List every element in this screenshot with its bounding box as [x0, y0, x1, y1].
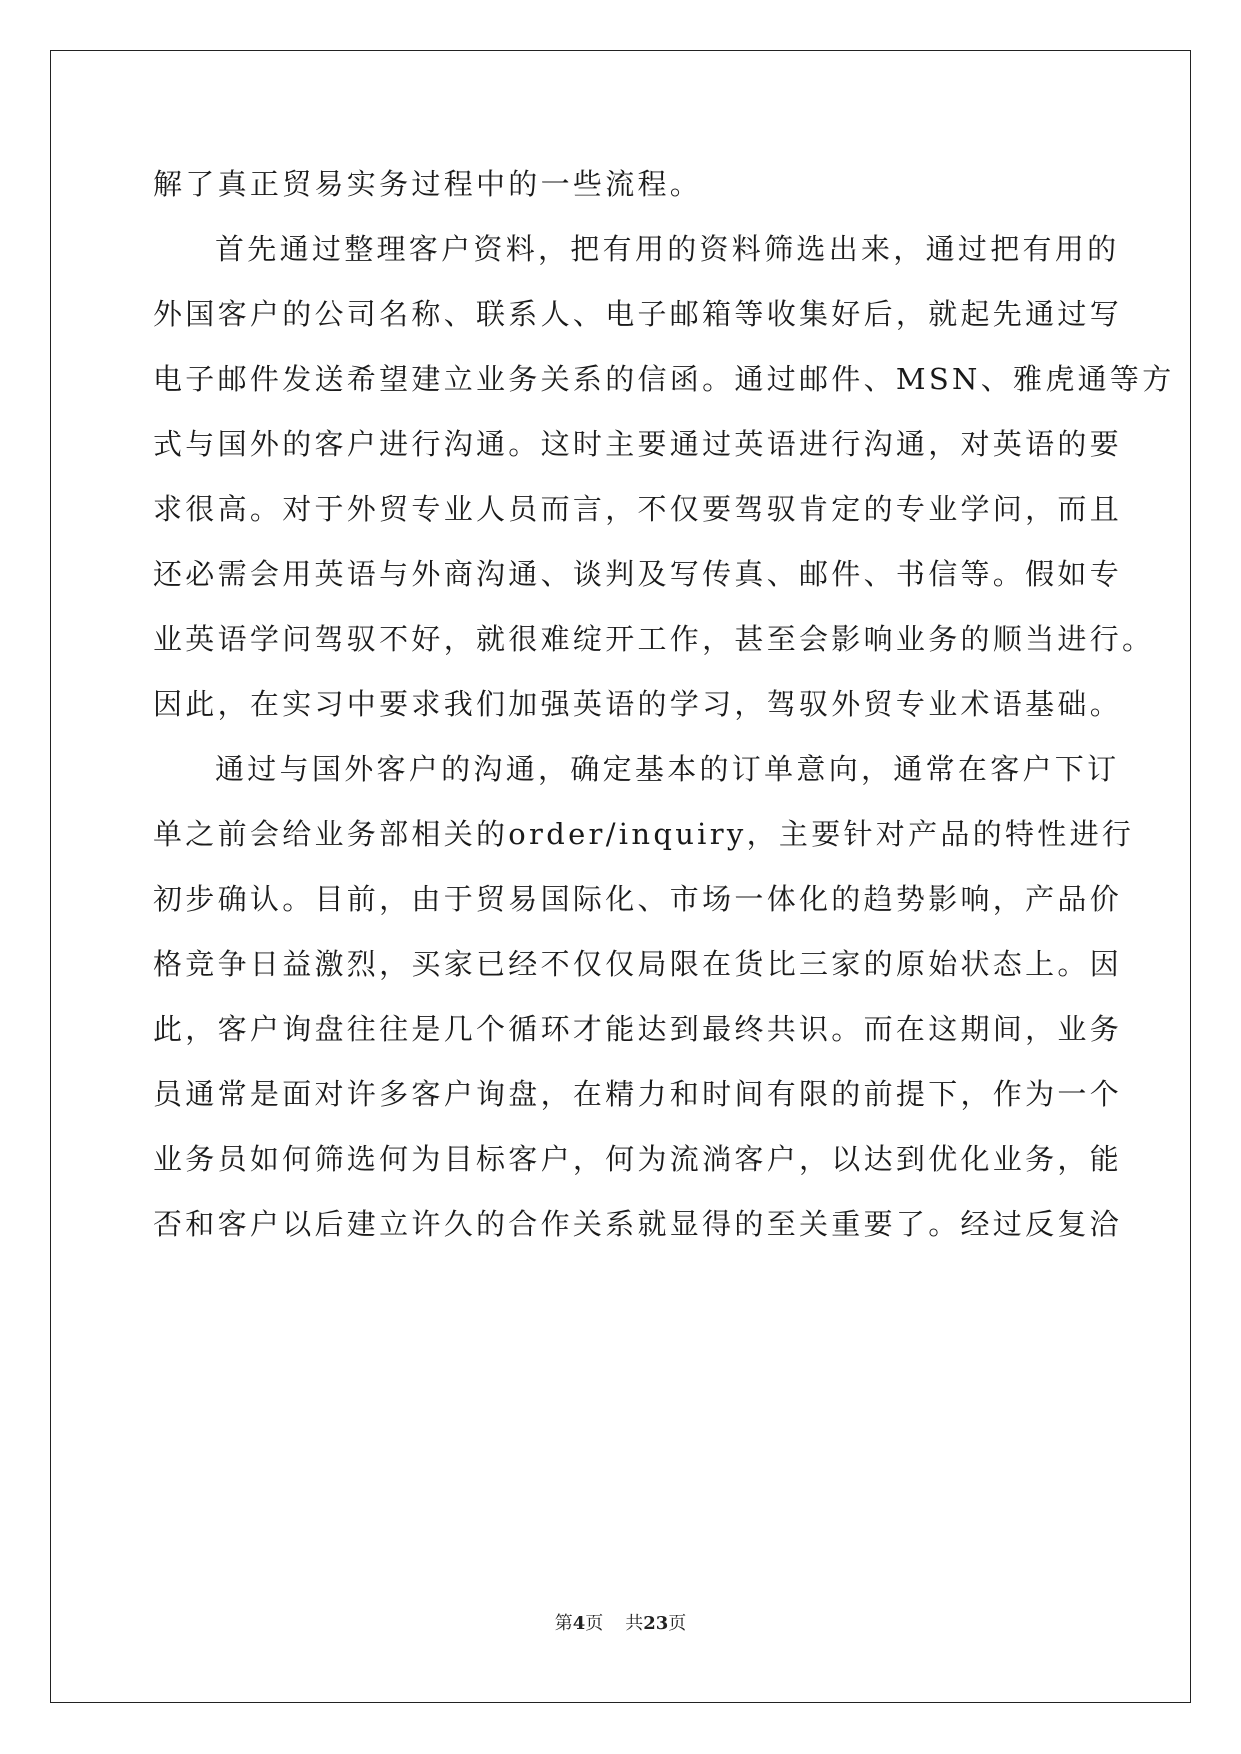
- text-line: 单之前会给业务部相关的order/inquiry，主要针对产品的特性进行: [153, 817, 1135, 851]
- text-line: 电子邮件发送希望建立业务关系的信函。通过邮件、MSN、雅虎通等方: [153, 362, 1175, 396]
- page-number-label: 第4页: [554, 1613, 604, 1634]
- text-line: 否和客户以后建立许久的合作关系就显得的至关重要了。经过反复洽: [153, 1207, 1123, 1241]
- text-line: 初步确认。目前，由于贸易国际化、市场一体化的趋势影响，产品价: [153, 882, 1123, 916]
- text-line: 外国客户的公司名称、联系人、电子邮箱等收集好后，就起先通过写: [153, 297, 1123, 331]
- text-line: 员通常是面对许多客户询盘，在精力和时间有限的前提下，作为一个: [153, 1077, 1123, 1111]
- text-line: 还必需会用英语与外商沟通、谈判及写传真、邮件、书信等。假如专: [153, 557, 1123, 591]
- text-line: 业英语学问驾驭不好，就很难绽开工作，甚至会影响业务的顺当进行。: [153, 622, 1155, 656]
- page-footer: [0, 1612, 1241, 1636]
- text-line: 式与国外的客户进行沟通。这时主要通过英语进行沟通，对英语的要: [153, 427, 1123, 461]
- text-line: 此，客户询盘往往是几个循环才能达到最终共识。而在这期间，业务: [153, 1012, 1123, 1046]
- paragraph-first-line: 通过与国外客户的沟通，确定基本的订单意向，通常在客户下订: [215, 752, 1120, 786]
- text-line: 求很高。对于外贸专业人员而言，不仅要驾驭肯定的专业学问，而且: [153, 492, 1123, 526]
- paragraph-first-line: 首先通过整理客户资料，把有用的资料筛选出来，通过把有用的: [215, 232, 1120, 266]
- text-line: 格竞争日益激烈，买家已经不仅仅局限在货比三家的原始状态上。因: [153, 947, 1123, 981]
- text-line: 解了真正贸易实务过程中的一些流程。: [153, 167, 703, 201]
- total-pages-label: 共23页: [625, 1613, 687, 1634]
- text-line: 因此，在实习中要求我们加强英语的学习，驾驭外贸专业术语基础。: [153, 687, 1123, 721]
- text-line: 业务员如何筛选何为目标客户，何为流淌客户，以达到优化业务，能: [153, 1142, 1123, 1176]
